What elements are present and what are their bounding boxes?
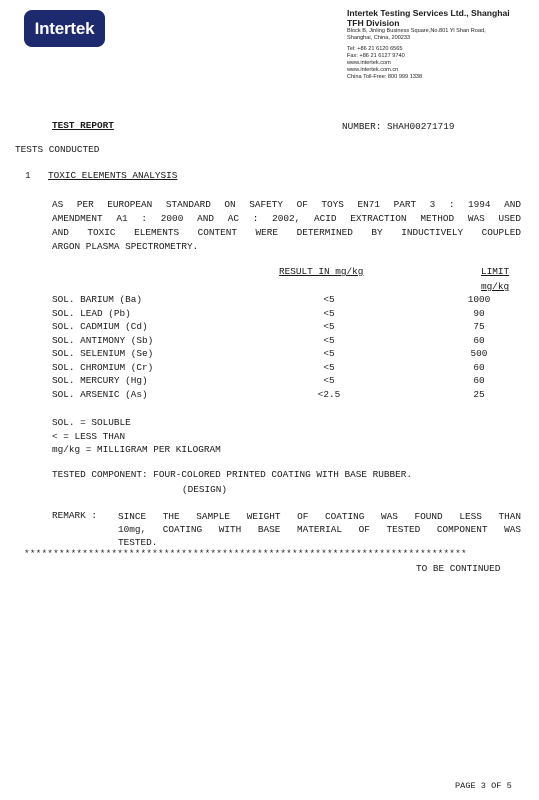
limit-cell: 90 [473,307,485,319]
website-line: www.intertek.com [347,60,391,66]
section-title: TOXIC ELEMENTS ANALYSIS [48,170,178,181]
company-name: Intertek Testing Services Ltd., Shanghai [347,8,510,18]
element-cell: SOL. ARSENIC (As) [52,388,148,400]
result-cell: <5 [323,307,335,319]
result-column-header: RESULT IN mg/kg [279,266,364,277]
table-row [52,347,499,361]
limit-cell: 75 [473,321,485,332]
tested-component-note: (DESIGN) [182,484,228,495]
section-number: 1 [25,170,31,181]
element-cell: SOL. SELENIUM (Se) [52,348,154,359]
tested-component: TESTED COMPONENT: FOUR-COLORED PRINTED COATING WITH BASE RUBBER. [52,469,413,480]
remark-line: 10mg, COATING WITH BASE MATERIAL OF TESTED COMPONENT WAS [118,524,521,535]
remark-line: TESTED. [118,537,158,548]
description-line: AND TOXIC ELEMENTS CONTENT WERE DETERMINED BY INDUCTIVELY COUPLED [52,227,521,238]
remark-label: REMARK : [52,510,98,521]
fax-line: Fax: +86 21 6127 9740 [347,53,405,59]
table-row [52,388,499,402]
limit-cell: 60 [473,361,485,373]
toll-free-line: China Toll-Free: 800 999 1338 [347,74,423,80]
remark-line: SINCE THE SAMPLE WEIGHT OF COATING WAS FOUND LESS THAN [118,511,521,522]
limit-cell: 500 [470,348,488,359]
abbreviation-legend [52,416,221,457]
description-line: ARGON PLASMA SPECTROMETRY. [52,241,199,252]
result-cell: <5 [323,361,335,373]
result-cell: <5 [323,321,335,332]
limit-cell: 60 [473,375,485,386]
division-name: TFH Division [347,18,400,28]
continued-note: TO BE CONTINUED [416,563,501,574]
page-number: PAGE 3 OF 5 [455,781,512,791]
table-row [52,334,499,348]
address-line: Shanghai, China, 200233 [347,35,411,41]
limit-cell: 25 [473,388,485,400]
element-cell: SOL. CHROMIUM (Cr) [52,361,154,373]
legend-line: mg/kg = MILLIGRAM PER KILOGRAM [52,444,221,455]
element-cell: SOL. MERCURY (Hg) [52,375,148,386]
result-cell: <5 [323,294,335,305]
legend-line: < = LESS THAN [52,430,126,442]
limit-cell: 60 [473,334,485,346]
table-row [52,320,499,334]
website-cn-line: www.intertek.com.cn [347,67,399,73]
result-cell: <5 [323,348,335,359]
element-cell: SOL. CADMIUM (Cd) [52,321,148,332]
description-line: AS PER EUROPEAN STANDARD ON SAFETY OF TOYS EN71 PART 3 : 1994 AND [52,199,521,210]
company-info [347,8,510,81]
table-row [52,293,499,307]
tests-conducted-heading: TESTS CONDUCTED [15,144,100,155]
table-row [52,374,499,388]
asterisk-divider: **************************************************************************** [24,548,467,559]
limit-unit-header: mg/kg [481,281,510,292]
report-number: NUMBER: SHAH00271719 [342,121,455,132]
description-line: AMENDMENT A1 : 2000 AND AC : 2002, ACID EXTRACTION METHOD WAS USED [52,213,521,224]
element-cell: SOL. BARIUM (Ba) [52,294,143,305]
result-cell: <5 [323,375,335,386]
element-cell: SOL. LEAD (Pb) [52,307,131,319]
report-title: TEST REPORT [52,120,114,131]
remark-text [118,510,521,549]
results-table [52,293,499,401]
intertek-logo: Intertek [24,10,105,47]
legend-line: SOL. = SOLUBLE [52,417,131,428]
address-line: Block B, Jinling Business Square,No.801 Yi Shan Road, [347,28,486,34]
limit-column-header: LIMIT [481,266,510,277]
result-cell: <2.5 [317,388,341,400]
phone-line: Tel: +86 21 6120 6565 [347,46,403,52]
table-row [52,361,499,375]
table-row [52,307,499,321]
result-cell: <5 [323,334,335,346]
limit-cell: 1000 [467,294,491,305]
method-description [52,198,521,254]
element-cell: SOL. ANTIMONY (Sb) [52,334,154,346]
